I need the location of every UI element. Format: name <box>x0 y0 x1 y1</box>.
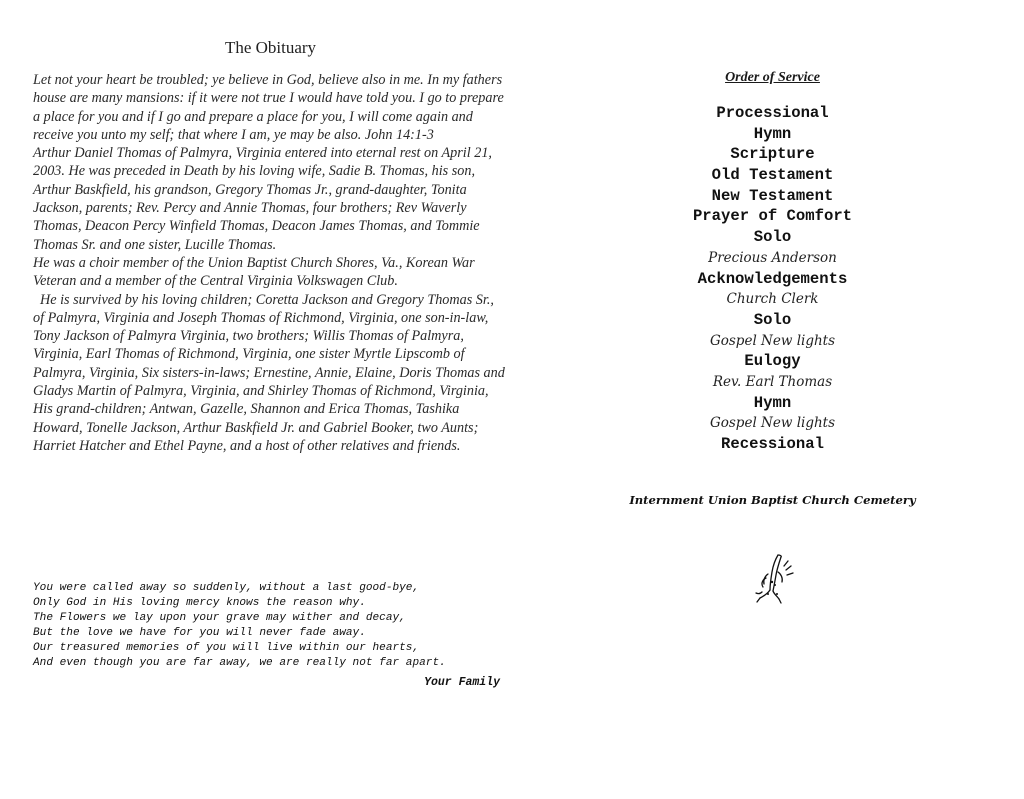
memorial-poem <box>33 581 503 690</box>
service-item <box>620 372 925 393</box>
poem-line: You were called away so suddenly, without a last good-bye, <box>33 582 420 594</box>
service-item <box>620 206 925 227</box>
praying-hands-icon <box>748 552 796 604</box>
service-item <box>620 434 925 455</box>
poem-line: But the love we have for you will never fade away. <box>33 627 366 640</box>
service-program-item: Hymn <box>753 124 792 143</box>
obituary-paragraph-3: He is survived by his loving children; Coretta Jackson and Gregory Thomas Sr., of Palmyra, Virginia and Joseph Thomas of Richmond, Virginia, one son-in-law, Tony Jackson of Palmyra Virginia, two brothers; Willis Thomas of Palmyra, Virginia, Earl Thomas of Richmond, Virginia, one sister Myrtle Lipscomb of Palmyra, Virginia, Six sisters-in-laws; Ernestine, Annie, Elaine, Doris Thomas and Gladys Martin of Palmyra, Virginia, and Shirley Thomas of Richmond, Virginia, His grand-children; Antwan, Gazelle, Shannon and Erica Thomas, Tashika Howard, Tonelle Jackson, Arthur Baskfield Jr. and Gabriel Booker, two Aunts; Harriet Hatcher and Ethel Payne, and a host of other relatives and friends. <box>33 291 505 454</box>
obituary-paragraph-2: He was a choir member of the Union Baptist Church Shores, Va., Korean War Veteran and a member of the Central Virginia Volkswagen Club. <box>33 254 475 290</box>
service-item <box>620 144 925 165</box>
service-item <box>620 269 925 290</box>
poem-line: And even though you are far away, we are really not far apart. <box>33 657 446 670</box>
service-item <box>620 310 925 331</box>
service-item <box>620 186 925 207</box>
service-item <box>620 331 925 352</box>
service-program-item: Recessional <box>721 435 824 453</box>
service-program-item: Scripture <box>730 145 815 164</box>
service-participant: Gospel New lights <box>709 415 836 432</box>
service-program-item: Old Testament <box>711 166 834 185</box>
order-of-service-section <box>620 70 925 455</box>
service-program-item: Eulogy <box>744 352 801 371</box>
service-item <box>620 351 925 372</box>
service-list <box>620 103 925 455</box>
service-item <box>620 103 925 124</box>
service-program-item: Hymn <box>753 393 792 412</box>
service-program-item: Solo <box>753 228 792 247</box>
service-program-item: Solo <box>753 310 792 329</box>
obituary-paragraph-1: Arthur Daniel Thomas of Palmyra, Virginia entered into eternal rest on April 21, 2003. He was preceded in Death by his loving wife, Sadie B. Thomas, his son, Arthur Baskfield, his grandson, Gregory Thomas Jr., grand-daughter, Tonita Jackson, parents; Rev. Percy and Annie Thomas, four brothers; Rev Waverly Thomas, Deacon Percy Winfield Thomas, Deacon James Thomas, and Tommie Thomas Sr. and one sister, Lucille Thomas. <box>33 145 492 253</box>
service-item <box>620 413 925 434</box>
service-participant: Church Clerk <box>726 291 819 308</box>
service-program-item: Prayer of Comfort <box>692 207 853 226</box>
service-participant: Rev. Earl Thomas <box>712 373 833 390</box>
poem-line: Our treasured memories of you will live within our hearts, <box>33 642 420 655</box>
obituary-title: The Obituary <box>224 38 317 57</box>
interment-note: Internment Union Baptist Church Cemetery <box>629 493 916 507</box>
obituary-scripture: Let not your heart be troubled; ye believe in God, believe also in me. In my fathers house are many mansions: if it were not true I would have told you. I go to prepare a place for you and if I go and prepare a place for you, I will come again and receive you unto my self; that where I am, ye may be also. John 14:1-3 <box>33 72 504 143</box>
service-program-item: Processional <box>716 104 829 122</box>
poem-signature: Your Family <box>424 675 500 689</box>
poem-line: Only God in His loving mercy knows the reason why. <box>33 597 366 610</box>
service-item <box>620 165 925 186</box>
service-item <box>620 227 925 248</box>
service-item <box>620 289 925 310</box>
service-item <box>620 248 925 269</box>
service-item <box>620 393 925 414</box>
service-participant: Gospel New lights <box>709 332 836 349</box>
poem-line: The Flowers we lay upon your grave may wither and decay, <box>33 612 406 625</box>
obituary-section <box>33 38 508 455</box>
obituary-body <box>33 71 508 455</box>
service-program-item: New Testament <box>711 186 834 205</box>
service-program-item: Acknowledgements <box>697 269 848 288</box>
service-participant: Precious Anderson <box>708 249 837 266</box>
service-item <box>620 124 925 145</box>
order-of-service-title: Order of Service <box>725 70 820 85</box>
